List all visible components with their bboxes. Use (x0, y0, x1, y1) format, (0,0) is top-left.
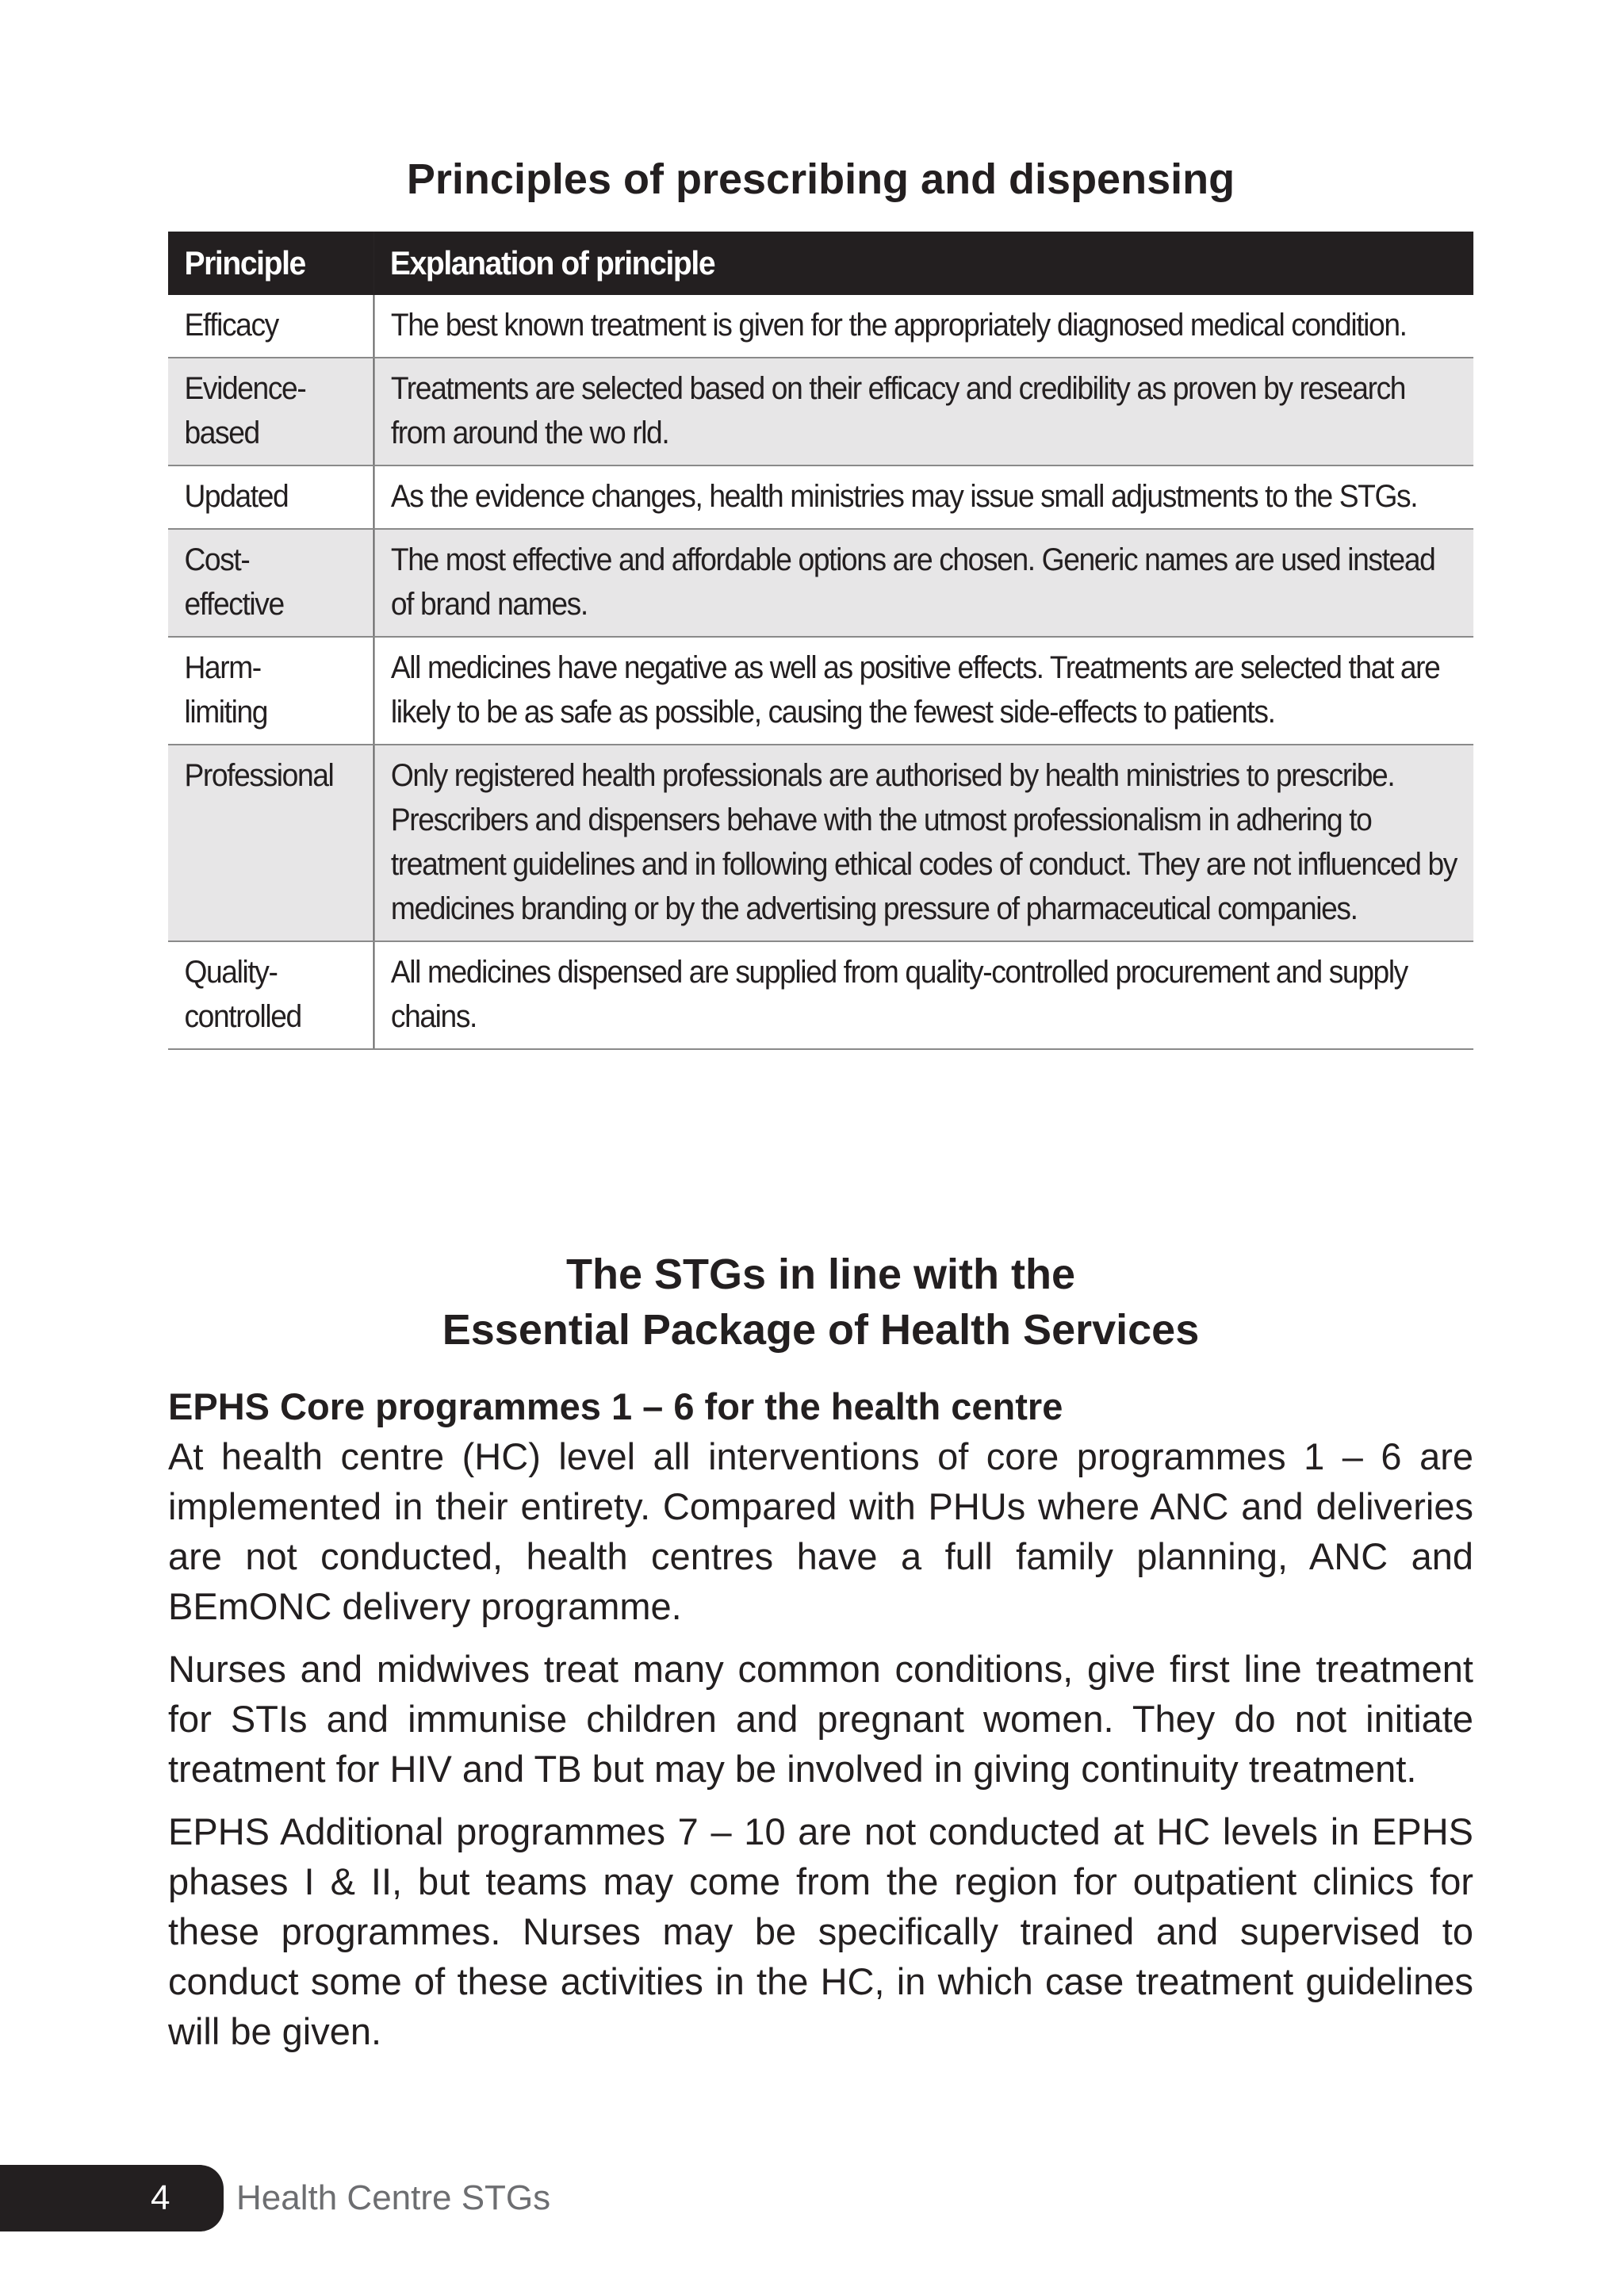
section-body (168, 1381, 1473, 2069)
principle-cell: Professional (168, 745, 373, 941)
section-heading: EPHS Core programmes 1 – 6 for the health centre (168, 1385, 1063, 1427)
table-row (168, 941, 1473, 1049)
table-header-row (168, 232, 1473, 295)
paragraph: EPHS Additional programmes 7 – 10 are not conducted at HC levels in EPHS phases I & II, but teams may come from the region for outpatient clinics for these programmes. Nurses may be specifically trained and supervised to conduct some of these activities in the HC, in which case treatment guidelines will be given. (168, 1810, 1473, 2052)
table-row (168, 465, 1473, 529)
page-title: Principles of prescribing and dispensing (406, 155, 1235, 203)
table-row (168, 358, 1473, 465)
page-number-tab (0, 2165, 224, 2231)
explanation-cell: Only registered health professionals are authorised by health ministries to prescribe. Prescribers and dispensers behave with the utmost professionalism in adhering to treatment guidelines and in following ethical codes of conduct. They are not influenced by medicines branding or by the advertising pressure of pharmaceutical companies. (373, 745, 1473, 941)
table-row (168, 637, 1473, 745)
principle-cell: Harm- limiting (168, 637, 373, 745)
principle-cell: Quality- controlled (168, 941, 373, 1049)
table-row (168, 295, 1473, 358)
explanation-cell: The best known treatment is given for the appropriately diagnosed medical condition. (373, 295, 1473, 358)
section-title-line2: Essential Package of Health Services (442, 1306, 1200, 1354)
paragraph: At health centre (HC) level all interventions of core programmes 1 – 6 are implemented in their entirety. Compared with PHUs where ANC and deliveries are not conducted, health centres have a full family planning, ANC and BEmONC delivery programme. (168, 1435, 1473, 1627)
section-title-line1: The STGs in line with the (565, 1251, 1076, 1298)
principles-table (168, 232, 1473, 1050)
explanation-cell: As the evidence changes, health ministries may issue small adjustments to the STGs. (373, 465, 1473, 529)
running-footer: Health Centre STGs (236, 2178, 551, 2217)
explanation-cell: All medicines have negative as well as positive effects. Treatments are selected that are likely to be as safe as possible, causing the fewest side-effects to patients. (373, 637, 1473, 745)
explanation-cell: All medicines dispensed are supplied from quality-controlled procurement and supply chains. (373, 941, 1473, 1049)
header-explanation: Explanation of principle (373, 232, 1473, 295)
header-principle: Principle (168, 232, 373, 295)
explanation-cell: Treatments are selected based on their efficacy and credibility as proven by research from around the wo rld. (373, 358, 1473, 465)
principle-cell: Updated (168, 465, 373, 529)
principle-cell: Cost- effective (168, 529, 373, 637)
section-title (168, 1247, 1473, 1358)
explanation-cell: The most effective and affordable options are chosen. Generic names are used instead of brand names. (373, 529, 1473, 637)
paragraph: Nurses and midwives treat many common conditions, give first line treatment for STIs and immunise children and pregnant women. They do not initiate treatment for HIV and TB but may be involved in giving continuity treatment. (168, 1648, 1473, 1790)
principle-cell: Evidence- based (168, 358, 373, 465)
principle-cell: Efficacy (168, 295, 373, 358)
page-number: 4 (151, 2178, 170, 2217)
table-row (168, 529, 1473, 637)
table-row (168, 745, 1473, 941)
